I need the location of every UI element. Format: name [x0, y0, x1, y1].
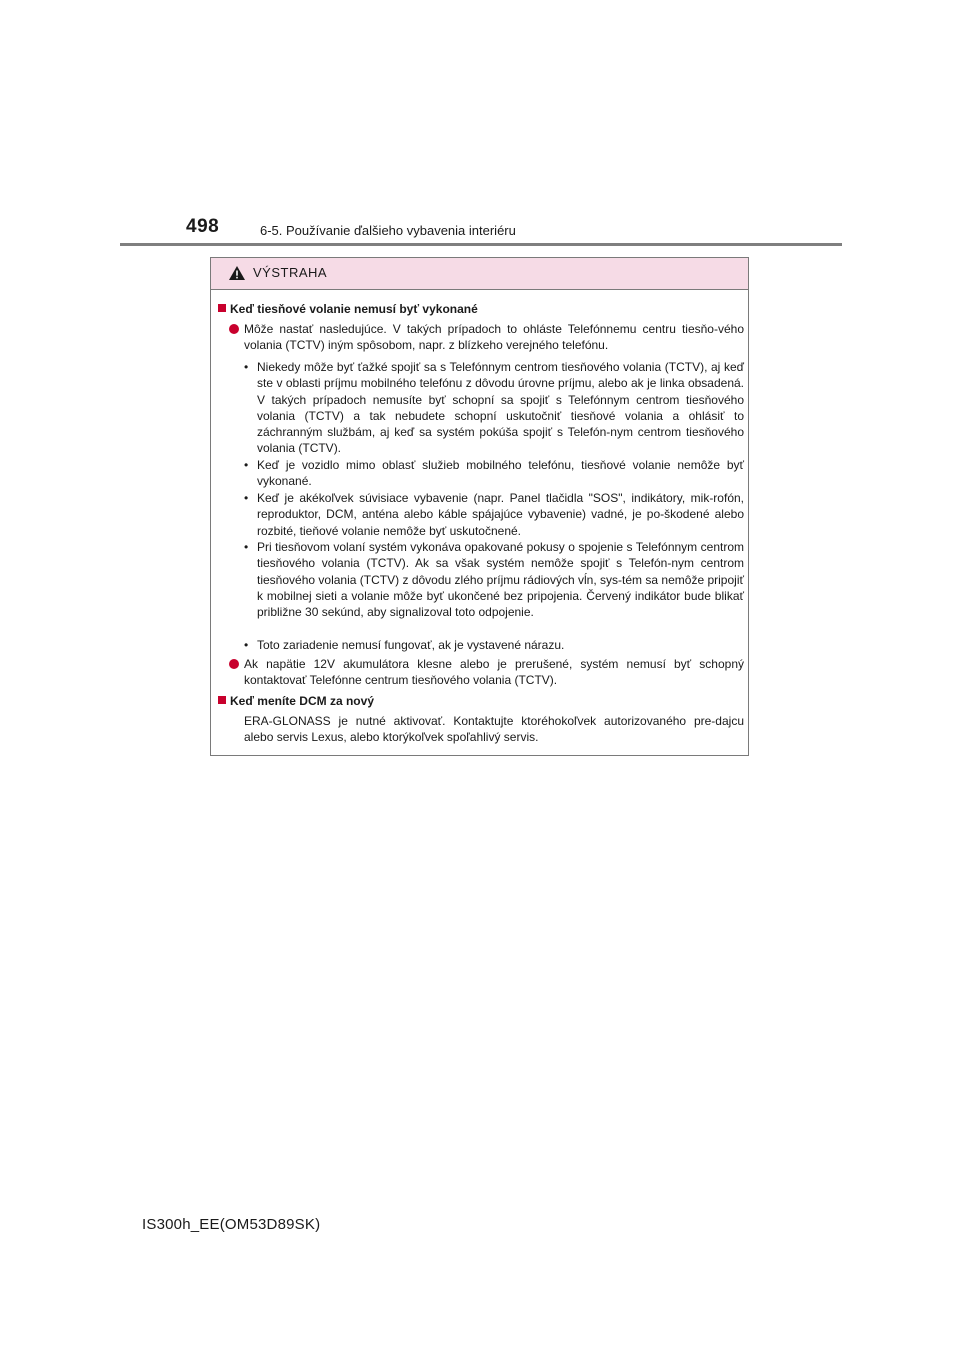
sub-bullet: • Keď je akékoľvek súvisiace vybavenie (napr. Panel tlačidla "SOS", indikátory, mik-rofón, reproduktor, DCM, anténa alebo káble spájajúce vybavenie) vadné, je po-škodené alebo rozbité, tieňové volanie nemôže byť uskutočnené.: [244, 491, 744, 538]
header-divider: [120, 243, 842, 246]
list-item: [229, 656, 744, 689]
sub-bullet-text: Keď je akékoľvek súvisiace vybavenie (napr. Panel tlačidla "SOS", indikátory, mik-rofón, reproduktor, DCM, anténa alebo káble spájajúce vybavenie) vadné, je po-škodené alebo rozbité, tieňové volanie nemôže byť uskutočnené.: [257, 491, 744, 538]
warning-triangle-icon: [228, 265, 246, 281]
warning-header: [211, 258, 748, 290]
sub-bullet-text: Toto zariadenie nemusí fungovať, ak je vystavené nárazu.: [257, 638, 565, 652]
sub-bullet: • Keď je vozidlo mimo oblasť služieb mobilného telefónu, tiesňové volanie nemôže byť vykonané.: [244, 458, 744, 489]
sub-bullet-text: Pri tiesňovom volaní systém vykonáva opakované pokusy o spojenie s Telefónnym centrom tiesňového volania (TCTV). Ak sa však systém nemôže spojiť s Telefón-nym centrom tiesňového volania (TCTV) z dôvodu zlého príjmu rádiových vĺn, sys-tém sa nemôže pripojiť k mobilnej sieti a volanie môže byť ukončené bez pripojenia. Červený indikátor bude blikať približne 30 sekúnd, aby signalizoval toto odpojenie.: [257, 540, 744, 620]
warning-box: [210, 257, 749, 756]
sub-bullet: • Toto zariadenie nemusí fungovať, ak je vystavené nárazu.: [244, 637, 744, 653]
square-bullet-icon: [218, 304, 226, 312]
page-header: [120, 216, 842, 246]
page-number: 498: [186, 216, 220, 237]
sub-bullet-text: Niekedy môže byť ťažké spojiť sa s Telefónnym centrom tiesňového volania (TCTV), aj keď ste v oblasti príjmu mobilného telefónu z dôvodu úrovne príjmu, alebo ak je linka obsadená. V takých prípadoch nemusíte byť schopní sa spojiť s Telefónnym centrom tiesňového volania (TCTV) a tak nebudete schopní uskutočniť tiesňové volania a ohlásiť to záchranným službám, aj keď sa systém pokúša spojiť s Telefón-nym centrom tiesňového volania (TCTV).: [257, 360, 744, 456]
item-text: Môže nastať nasledujúce. V takých prípadoch to ohláste Telefónnemu centru tiesňo-vého volania (TCTV) iným spôsobom, napr. z blízkeho verejného telefónu.: [244, 322, 744, 353]
sub-bullet-text: Keď je vozidlo mimo oblasť služieb mobilného telefónu, tiesňové volanie nemôže byť vykonané.: [257, 458, 744, 489]
square-bullet-icon: [218, 696, 226, 704]
circle-bullet-icon: [229, 659, 239, 669]
list-item: [229, 321, 744, 354]
topic-heading: [218, 301, 478, 317]
topic-heading: [218, 693, 374, 709]
topic-heading-text: Keď meníte DCM za nový: [230, 694, 374, 708]
section-title: 6-5. Používanie ďalšieho vybavenia interiéru: [260, 223, 516, 238]
sub-bullet: • Pri tiesňovom volaní systém vykonáva opakované pokusy o spojenie s Telefónnym centrom tiesňového volania (TCTV). Ak sa však systém nemôže spojiť s Telefón-nym centrom tiesňového volania (TCTV) z dôvodu zlého príjmu rádiových vĺn, sys-tém sa nemôže pripojiť k mobilnej sieti a volanie môže byť ukončené bez pripojenia. Červený indikátor bude blikať približne 30 sekúnd, aby signalizoval toto odpojenie.: [244, 540, 744, 620]
topic-heading-text: Keď tiesňové volanie nemusí byť vykonané: [230, 302, 478, 316]
sub-bullet: • Niekedy môže byť ťažké spojiť sa s Telefónnym centrom tiesňového volania (TCTV), aj keď ste v oblasti príjmu mobilného telefónu z dôvodu úrovne príjmu, alebo ak je linka obsadená. V takých prípadoch nemusíte byť schopní sa spojiť s Telefónnym centrom tiesňového volania (TCTV) a tak nebudete schopní uskutočniť tiesňové volania a ohlásiť to záchranným službám, aj keď sa systém pokúša spojiť s Telefón-nym centrom tiesňového volania (TCTV).: [244, 360, 744, 456]
model-code: IS300h_EE(OM53D89SK): [142, 1216, 321, 1233]
warning-title: VÝSTRAHA: [253, 265, 328, 280]
item-text: Ak napätie 12V akumulátora klesne alebo je prerušené, systém nemusí byť schopný kontaktovať Telefónne centrum tiesňového volania (TCTV).: [244, 657, 744, 688]
paragraph: ERA-GLONASS je nutné aktivovať. Kontaktujte ktoréhokoľvek autorizovaného pre-dajcu alebo servis Lexus, alebo ktorýkoľvek spoľahlivý servis.: [244, 714, 744, 745]
circle-bullet-icon: [229, 324, 239, 334]
